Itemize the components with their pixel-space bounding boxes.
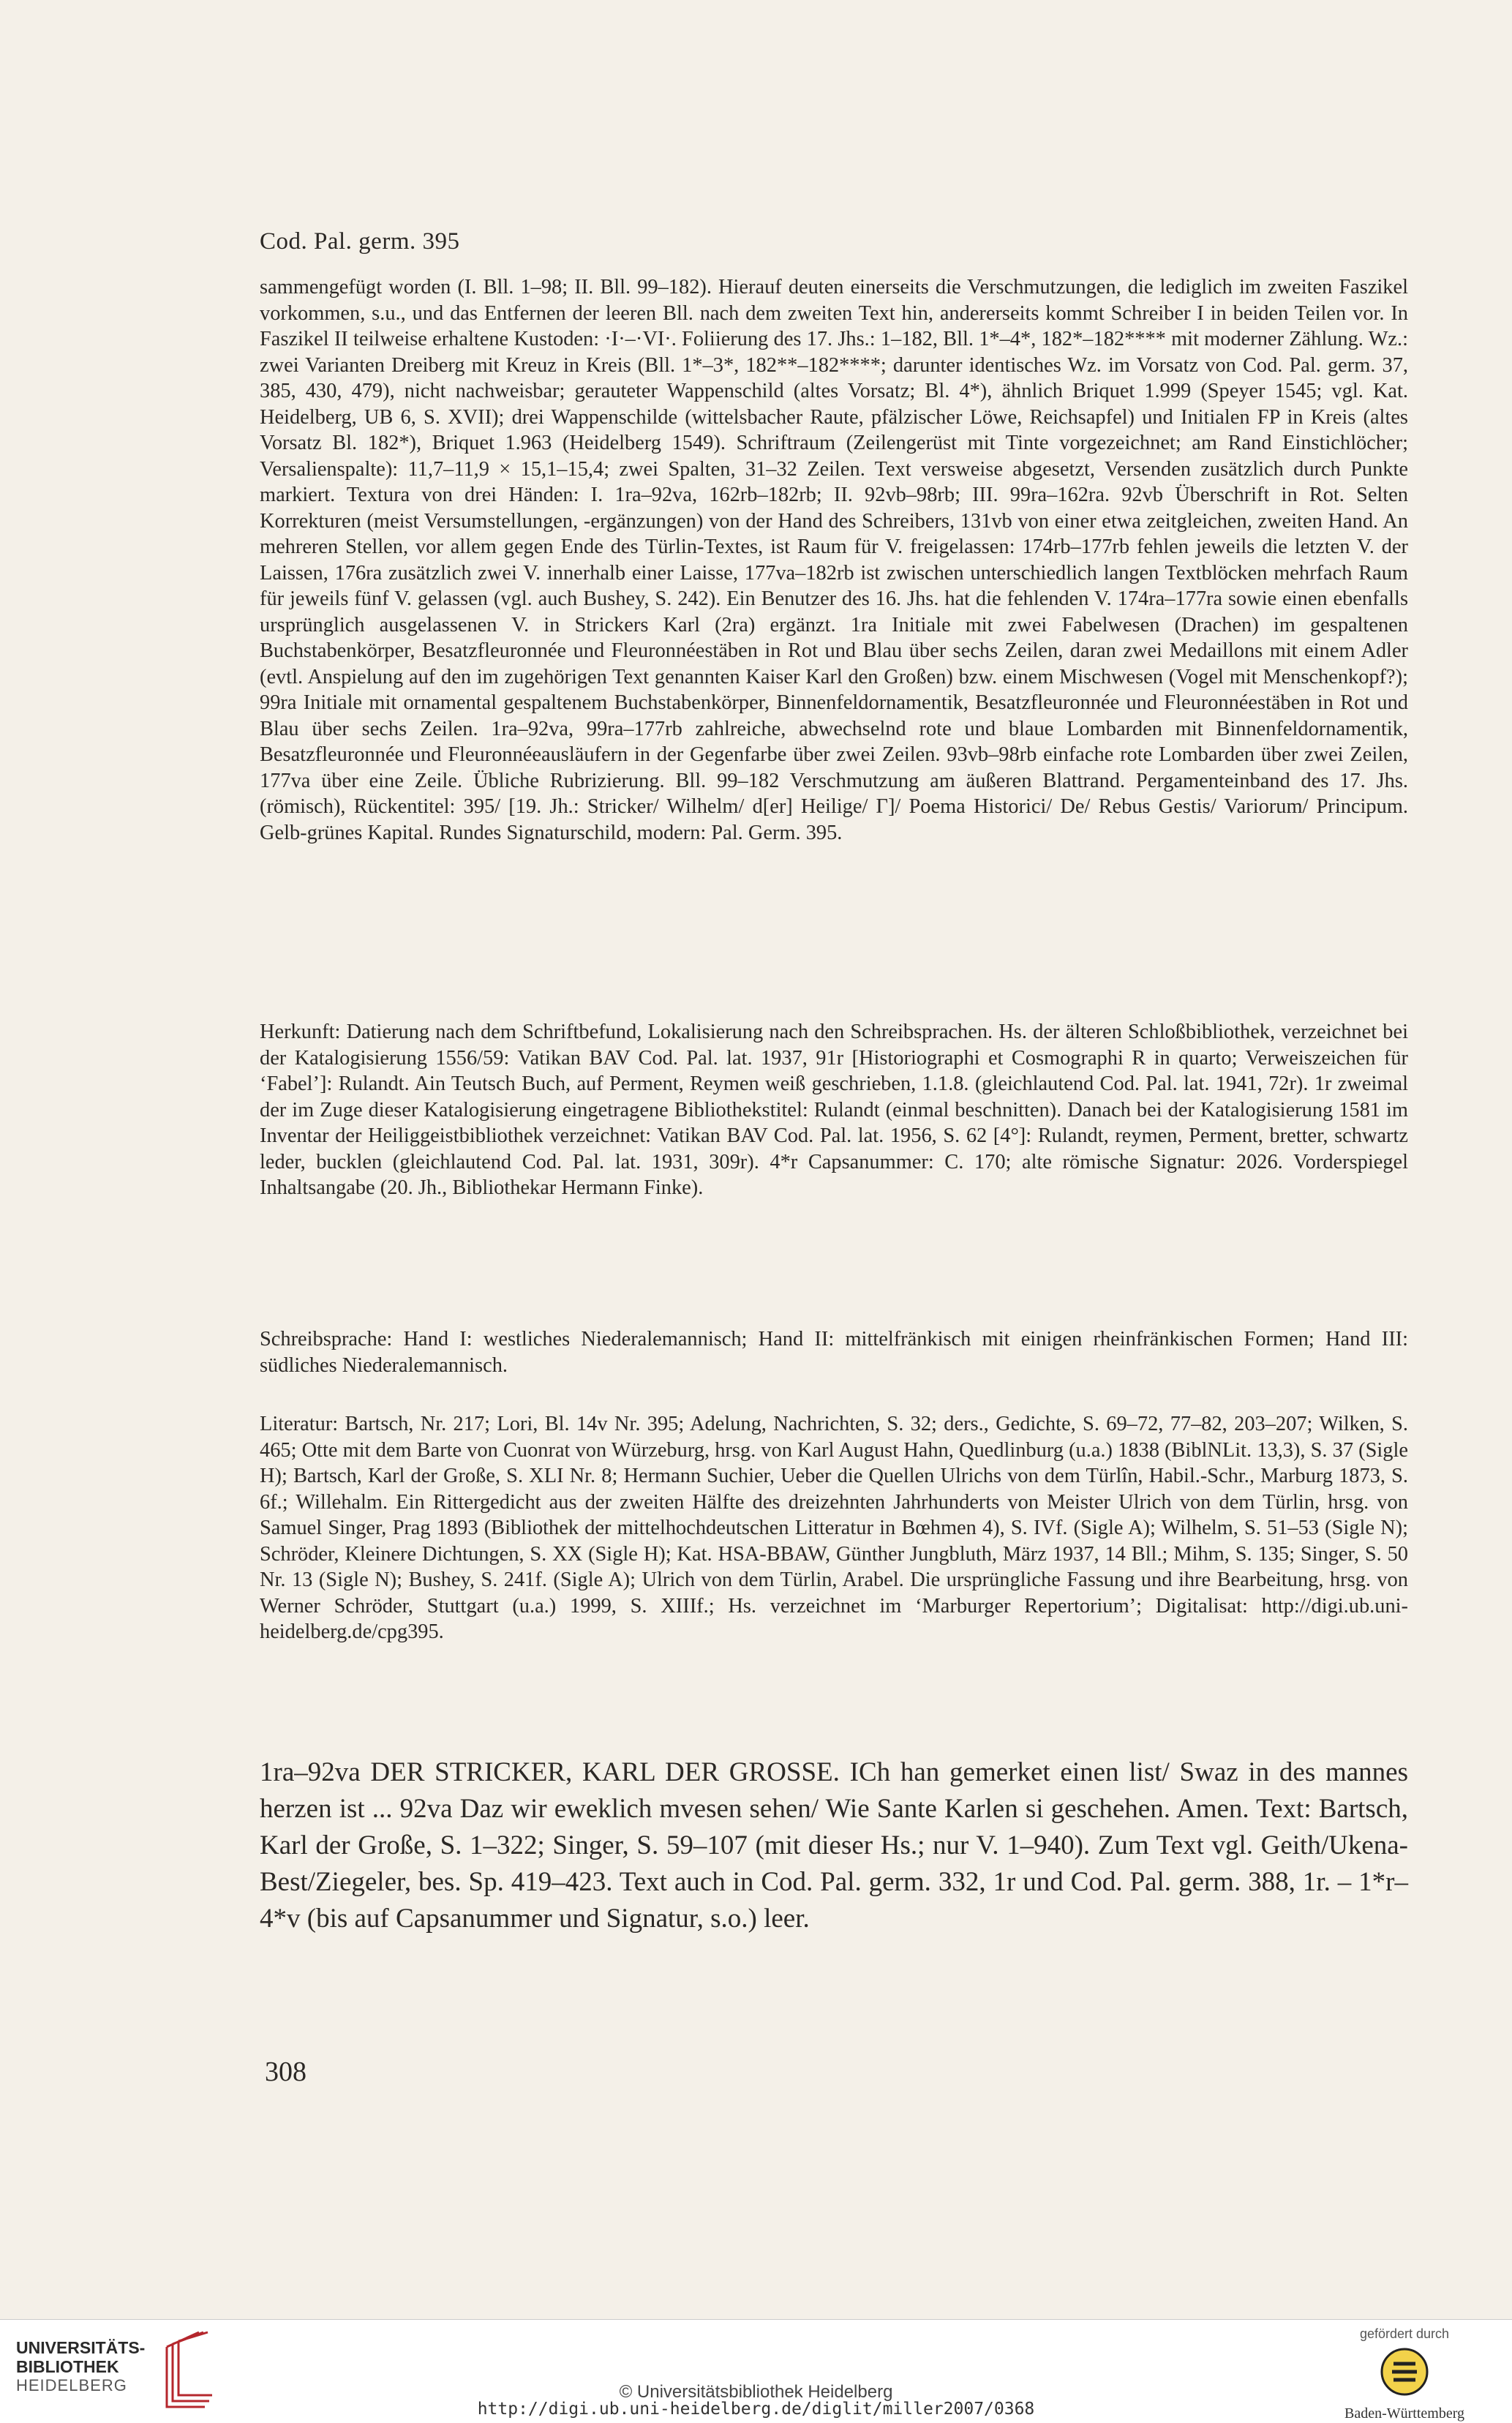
provenance-paragraph — [260, 1019, 1408, 1201]
codicology-text: sammengefügt worden (I. Bll. 1–98; II. Bll. 99–182). Hierauf deuten einerseits die Verschmutzungen, die lediglich im zweiten Faszikel vorkommen, s.u., und das Entfernen der leeren Bll. nach dem zweiten Text hin, andererseits kommt Schreiber I in beiden Teilen vor. In Faszikel II teilweise erhaltene Kustoden: ·I·–·VI·. Foliierung des 17. Jhs.: 1–182, Bll. 1*–4*, 182*–182**** mit moderner Zählung. Wz.: zwei Varianten Dreiberg mit Kreuz in Kreis (Bll. 1*–3*, 182**–182****; darunter identisches Wz. im Vorsatz von Cod. Pal. germ. 37, 385, 430, 479), nicht nachweisbar; gerauteter Wappenschild (altes Vorsatz; Bl. 4*), ähnlich Briquet 1.999 (Speyer 1545; vgl. Kat. Heidelberg, UB 6, S. XVII); drei Wappenschilde (wittelsbacher Raute, pfälzischer Löwe, Reichsapfel) und Initialen FP in Kreis (altes Vorsatz Bl. 182*), Briquet 1.963 (Heidelberg 1549). Schriftraum (Zeilengerüst mit Tinte vorgezeichnet; am Rand Einstichlöcher; Versalienspalte): 11,7–11,9 × 15,1–15,4; zwei Spalten, 31–32 Zeilen. Text versweise abgesetzt, Versenden zusätzlich durch Punkte markiert. Textura von drei Händen: I. 1ra–92va, 162rb–182rb; II. 92vb–98rb; III. 99ra–162ra. 92vb Überschrift in Rot. Selten Korrekturen (meist Versumstellungen, -ergänzungen) von der Hand des Schreibers, 131vb von einer etwa zeitgleichen, zweiten Hand. An mehreren Stellen, vor allem gegen Ende des Türlin-Textes, ist Raum für V. freigelassen: 174rb–177rb fehlen jeweils die letzten V. der Laissen, 176ra zusätzlich zwei V. innerhalb einer Laisse, 177va–182rb ist zwischen unterschiedlich langen Textblöcken mehrfach Raum für jeweils fünf V. gelassen (vgl. auch Bushey, S. 242). Ein Benutzer des 16. Jhs. hat die fehlenden V. 174ra–177ra sowie einen ebenfalls ursprünglich ausgelassenen V. in Strickers Karl (2ra) ergänzt. 1ra Initiale mit zwei Fabelwesen (Drachen) im gespaltenen Buchstabenkörper, Besatzfleuronnée und Fleuronnéestäben in Rot und Blau über sechs Zeilen, daran zwei Medaillons mit einem Adler (evtl. Anspielung auf den im zugehörigen Text genannten Kaiser Karl den Großen) bzw. einem Mischwesen (Vogel mit Menschenkopf?); 99ra Initiale mit ornamental gespaltenem Buchstabenkörper, Binnenfeldornamentik, Besatzfleuronnée und Fleuronnéestäben in Rot und Blau über sechs Zeilen. 1ra–92va, 99ra–177rb zahlreiche, abwechselnd rote und blaue Lombarden mit Binnenfeldornamentik, Besatzfleuronnée und Fleuronnéeausläufern in der Gegenfarbe über zwei Zeilen. 93vb–98rb einfache rote Lombarden über zwei Zeilen, 177va über eine Zeile. Übliche Rubrizierung. Bll. 99–182 Verschmutzung am äußeren Blattrand. Pergamenteinband des 17. Jhs. (römisch), Rückentitel: 395/ [19. Jh.: Stricker/ Wilhelm/ d[er] Heilige/ Γ]/ Poema Historici/ De/ Rebus Gestis/ Variorum/ Principum. Gelb-grünes Kapital. Rundes Signaturschild, modern: Pal. Germ. 395. — [260, 276, 1408, 844]
literature-text: Literatur: Bartsch, Nr. 217; Lori, Bl. 14v Nr. 395; Adelung, Nachrichten, S. 32; ders., Gedichte, S. 69–72, 77–82, 203–207; Wilken, S. 465; Otte mit dem Barte von Cuonrat von Würzeburg, hrsg. von Karl August Hahn, Quedlinburg (u.a.) 1838 (BiblNLit. 13,3), S. 37 (Sigle H); Bartsch, Karl der Große, S. XLI Nr. 8; Hermann Suchier, Ueber die Quellen Ulrichs von dem Türlîn, Habil.-Schr., Marburg 1873, S. 6f.; Willehalm. Ein Rittergedicht aus der zweiten Hälfte des dreizehnten Jahrhunderts von Meister Ulrich von dem Türlin, hrsg. von Samuel Singer, Prag 1893 (Bibliothek der mittelhochdeutschen Litteratur in Bœhmen 4), S. IVf. (Sigle A); Wilhelm, S. 51–53 (Sigle N); Schröder, Kleinere Dichtungen, S. XX (Sigle H); Kat. HSA-BBAW, Günther Jungbluth, März 1937, 14 Bll.; Mihm, S. 135; Singer, S. 50 Nr. 13 (Sigle N); Bushey, S. 241f. (Sigle A); Ulrich von dem Türlin, Arabel. Die ursprüngliche Fassung und ihre Bearbeitung, hrsg. von Werner Schröder, Stuttgart (u.a.) 1999, S. XIIIf.; Hs. verzeichnet im ‘Marburger Repertorium’; Digitalisat: http://digi.ub.uni-heidelberg.de/cpg395. — [260, 1413, 1408, 1643]
copyright-notice: © Universitätsbibliothek Heidelberg — [619, 2382, 893, 2402]
page-number: 308 — [265, 2056, 306, 2087]
funder-name: Baden-Württemberg — [1344, 2405, 1464, 2422]
logo-line-1: UNIVERSITÄTS- — [16, 2338, 146, 2357]
description-paragraph — [260, 274, 1408, 846]
state-coat-of-arms-icon — [1379, 2346, 1430, 2397]
running-header: Cod. Pal. germ. 395 — [260, 228, 460, 255]
logo-line-2: BIBLIOTHEK — [16, 2357, 119, 2376]
language-text: Schreibsprache: Hand I: westliches Niederalemannisch; Hand II: mittelfränkisch mit einigen rheinfränkischen Formen; Hand III: südliches Niederalemannisch. — [260, 1328, 1408, 1377]
funder-block — [1317, 2326, 1492, 2422]
logo-line-3: HEIDELBERG — [16, 2376, 127, 2394]
provenance-text: Herkunft: Datierung nach dem Schriftbefund, Lokalisierung nach den Schreibsprachen. Hs. der älteren Schloßbibliothek, verzeichnet bei der Katalogisierung 1556/59: Vatikan BAV Cod. Pal. lat. 1937, 91r [Historiographi et Cosmographi R in quarto; Verweiszeichen für ‘Fabel’]: Rulandt. Ain Teutsch Buch, auf Perment, Reymen weiß geschrieben, 1.1.8. (gleichlautend Cod. Pal. lat. 1941, 72r). 1r zweimal der im Zuge dieser Katalogisierung eingetragene Bibliothekstitel: Rulandt (einmal beschnitten). Danach bei der Katalogisierung 1581 im Inventar der Heiliggeistbibliothek verzeichnet: Vatikan BAV Cod. Pal. lat. 1956, S. 62 [4°]: Rulandt, reymen, Perment, bretter, schwartz leder, bucklen (gleichlautend Cod. Pal. lat. 1931, 309r). 4*r Capsanummer: C. 170; alte römische Signatur: 2026. Vorderspiegel Inhaltsangabe (20. Jh., Bibliothekar Hermann Finke). — [260, 1021, 1408, 1199]
language-paragraph — [260, 1326, 1408, 1378]
permalink-url[interactable]: http://digi.ub.uni-heidelberg.de/diglit/miller2007/0368 — [477, 2400, 1035, 2419]
content-entry-paragraph — [260, 1754, 1408, 1937]
literature-paragraph — [260, 1411, 1408, 1645]
funder-label: gefördert durch — [1359, 2326, 1450, 2341]
content-entry-text: 1ra–92va DER STRICKER, KARL DER GROSSE. ICh han gemerket einen list/ Swaz in des mannes herzen ist ... 92va Daz wir eweklich mvesen sehen/ Wie Sante Karlen si geschehen. Amen. Text: Bartsch, Karl der Große, S. 1–322; Singer, S. 59–107 (mit dieser Hs.; nur V. 1–940). Zum Text vgl. Geith/Ukena-Best/Ziegeler, bes. Sp. 419–423. Text auch in Cod. Pal. germ. 332, 1r und Cod. Pal. germ. 388, 1r. – 1*r–4*v (bis auf Capsanummer und Signatur, s.o.) leer. — [260, 1757, 1408, 1934]
